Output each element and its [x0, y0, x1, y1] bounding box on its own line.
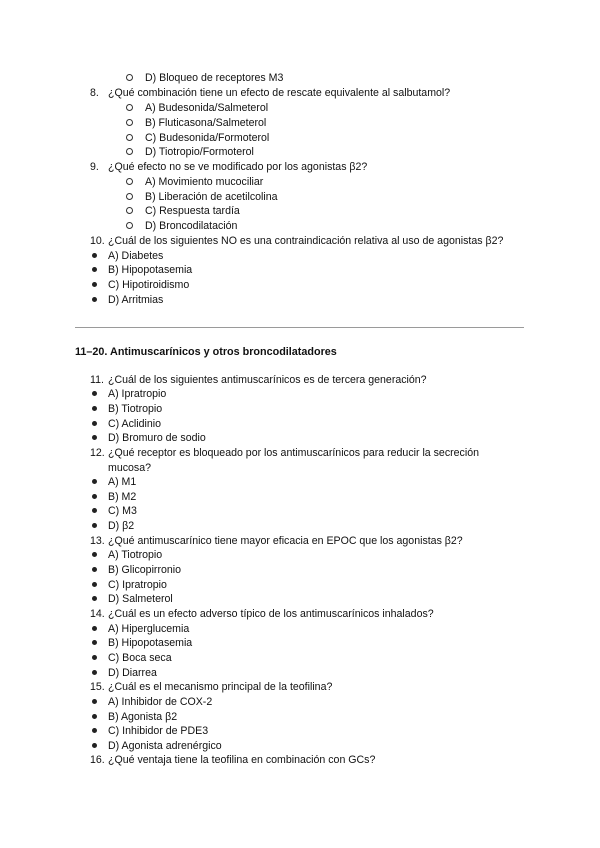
- circle-bullet-icon: [126, 104, 133, 111]
- dot-bullet-icon: [92, 743, 97, 748]
- circle-bullet-icon: [126, 119, 133, 126]
- question-text: ¿Cuál es un efecto adverso típico de los antimuscarínicos inhalados?: [108, 608, 434, 620]
- dot-bullet-icon: [92, 626, 97, 631]
- question-text: ¿Qué receptor es bloqueado por los antimuscarínicos para reducir la secreción mucosa?: [108, 447, 479, 474]
- question-text: ¿Qué ventaja tiene la teofilina en combinación con GCs?: [108, 754, 376, 766]
- question-text: ¿Cuál de los siguientes antimuscarínicos es de tercera generación?: [108, 374, 427, 386]
- dot-bullet-icon: [92, 523, 97, 528]
- circle-bullet-icon: [126, 178, 133, 185]
- dot-bullet-icon: [92, 297, 97, 302]
- dot-bullet-icon: [92, 494, 97, 499]
- question-number: 14.: [90, 608, 105, 620]
- dot-bullet-icon: [92, 406, 97, 411]
- dot-bullet-icon: [92, 391, 97, 396]
- circle-bullet-icon: [126, 134, 133, 141]
- circle-bullet-icon: [126, 148, 133, 155]
- dot-bullet-icon: [92, 582, 97, 587]
- dot-bullet-icon: [92, 699, 97, 704]
- dot-bullet-icon: [92, 282, 97, 287]
- question-number: 15.: [90, 681, 105, 693]
- dot-bullet-icon: [92, 655, 97, 660]
- question-number: 8.: [90, 87, 99, 99]
- circle-bullet-icon: [126, 222, 133, 229]
- circle-bullet-icon: [126, 207, 133, 214]
- question-number: 16.: [90, 754, 105, 766]
- dot-bullet-icon: [92, 728, 97, 733]
- dot-bullet-icon: [92, 714, 97, 719]
- question-number: 11.: [90, 374, 104, 386]
- section-heading: 11–20. Antimuscarínicos y otros broncodilatadores: [75, 346, 337, 358]
- question-number: 10.: [90, 235, 105, 247]
- dot-bullet-icon: [92, 670, 97, 675]
- dot-bullet-icon: [92, 421, 97, 426]
- dot-bullet-icon: [92, 253, 97, 258]
- dot-bullet-icon: [92, 596, 97, 601]
- question-number: 13.: [90, 535, 105, 547]
- question-text: ¿Qué efecto no se ve modificado por los agonistas β2?: [108, 161, 368, 173]
- dot-bullet-icon: [92, 479, 97, 484]
- dot-bullet-icon: [92, 508, 97, 513]
- question-text: ¿Qué antimuscarínico tiene mayor eficacia en EPOC que los agonistas β2?: [108, 535, 463, 547]
- horizontal-divider: [75, 327, 524, 328]
- dot-bullet-icon: [92, 267, 97, 272]
- question-text: ¿Cuál es el mecanismo principal de la teofilina?: [108, 681, 333, 693]
- dot-bullet-icon: [92, 567, 97, 572]
- question-number: 9.: [90, 161, 99, 173]
- dot-bullet-icon: [92, 435, 97, 440]
- question-text: ¿Qué combinación tiene un efecto de rescate equivalente al salbutamol?: [108, 87, 451, 99]
- circle-bullet-icon: [126, 193, 133, 200]
- dot-bullet-icon: [92, 552, 97, 557]
- document-page: D) Bloqueo de receptores M3 8. ¿Qué combinación tiene un efecto de rescate equivalente al salbutamol? A) Budesonida/Salmeterol B) Fluticasona/Salmeterol C) Budesonida/Formoterol D) Tiotropio/Formoterol 9. ¿Qué efecto no se ve modificado por los agonistas β2? A) Movimiento mucociliar B) Liberación de acetilcolina C) Respuesta tardía D) Broncodilatación 10. ¿Cuál de los siguientes NO es una contraindicación relativa al uso de agonistas β2? A) Diabetes B) Hipopotasemia C) Hipotiroidismo D) Arritmias 11–20. Antimuscarínicos y otros broncodilatadores 11. ¿Cuál de los siguientes antimuscarínicos es de tercera generación? A) Ipratropio B) Tiotropio C) Aclidinio D) Bromuro de sodio 12. ¿Qué receptor es bloqueado por los antimuscarínicos para reducir la secreción mucosa? A) M1 B) M2 C) M3 D) β2 13. ¿Qué antimuscarínico tiene mayor eficacia en EPOC que los agonistas β2? A) Tiotropio B) Glicopirronio C) Ipratropio D) Salmeterol 14. ¿Cuál es un efecto adverso típico de los antimuscarínicos inhalados? A) Hiperglucemia B) Hipopotasemia C) Boca seca D) Diarrea 15. ¿Cuál es el mecanismo principal de la teofilina? A) Inhibidor de COX-2 B) Agonista β2 C) Inhibidor de PDE3 D) Agonista adrenérgico 16. ¿Qué ventaja tiene la teofilina en combinación con GCs?: [0, 0, 600, 848]
- question-number: 12.: [90, 447, 105, 459]
- circle-bullet-icon: [126, 74, 133, 81]
- question-text: ¿Cuál de los siguientes NO es una contraindicación relativa al uso de agonistas β2?: [108, 235, 504, 247]
- dot-bullet-icon: [92, 640, 97, 645]
